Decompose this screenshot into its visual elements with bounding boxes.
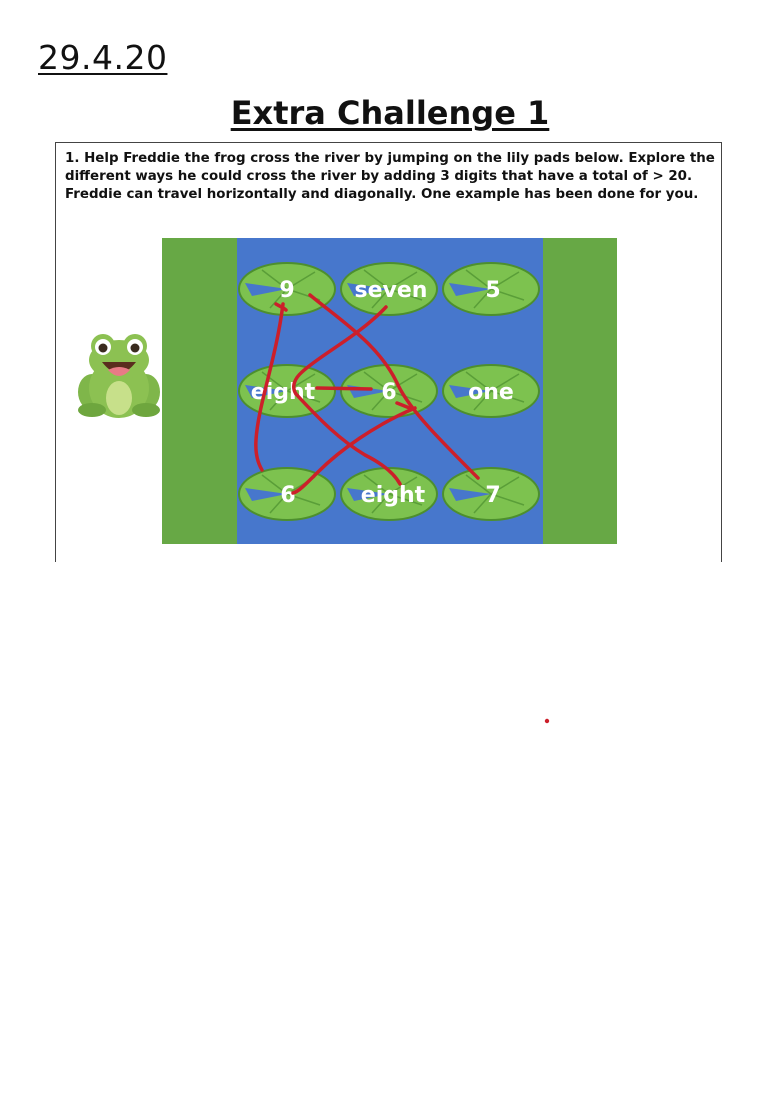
lily-pad[interactable] — [239, 468, 335, 520]
pad-label: 6 — [381, 380, 397, 405]
drawn-path — [317, 388, 371, 389]
pad-label: seven — [354, 278, 428, 303]
instruction-line-2: different ways he could cross the river by adding 3 digits that have a total of > 20. — [65, 169, 693, 184]
frog-icon — [78, 334, 160, 418]
lily-pad[interactable] — [443, 365, 539, 417]
lily-pad[interactable] — [341, 468, 437, 520]
stray-mark — [545, 719, 549, 723]
lily-pad[interactable] — [443, 263, 539, 315]
lily-pad[interactable] — [239, 263, 335, 315]
lily-pad[interactable] — [341, 263, 437, 315]
instruction-line-1: 1. Help Freddie the frog cross the river by jumping on the lily pads below. Explore the — [65, 151, 715, 166]
date-heading: 29.4.20 — [38, 38, 168, 77]
pad-label: one — [468, 380, 514, 405]
instruction-line-3: Freddie can travel horizontally and diagonally. One example has been done for you. — [65, 187, 699, 202]
pad-label: eight — [250, 380, 316, 405]
pad-label: eight — [360, 483, 426, 508]
pad-label: 9 — [279, 278, 295, 303]
right-bank — [543, 238, 617, 544]
lily-pad[interactable] — [443, 468, 539, 520]
page-title: Extra Challenge 1 — [230, 94, 550, 132]
pad-label: 6 — [280, 483, 296, 508]
lily-pad[interactable] — [341, 365, 437, 417]
lily-pad[interactable] — [239, 365, 335, 417]
pad-label: 7 — [485, 483, 501, 508]
pad-label: 5 — [485, 278, 501, 303]
left-bank — [162, 238, 237, 544]
